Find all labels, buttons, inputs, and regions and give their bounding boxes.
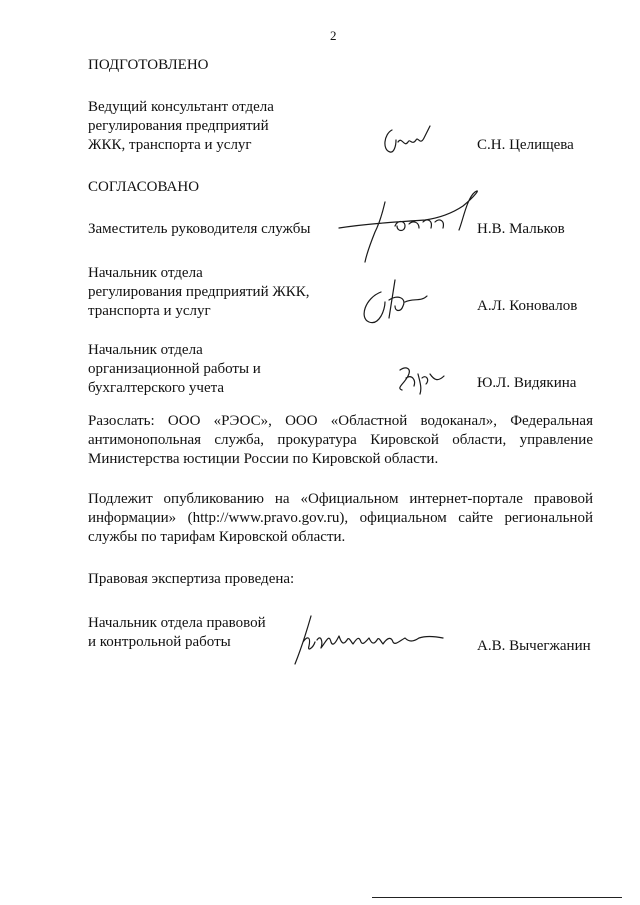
agreed-position-line: Начальник отдела xyxy=(88,265,203,281)
signature-konovalov xyxy=(355,272,435,332)
prepared-position-line: ЖКК, транспорта и услуг xyxy=(88,137,252,153)
footer-divider xyxy=(372,897,622,898)
agreed-heading: СОГЛАСОВАНО xyxy=(88,179,200,195)
agreed-position-line: Начальник отдела xyxy=(88,342,203,358)
agreed-position-line: организационной работы и xyxy=(88,361,261,377)
publication-paragraph xyxy=(88,490,593,547)
legal-review-position-line: и контрольной работы xyxy=(88,634,231,650)
agreed-position-line: Заместитель руководителя службы xyxy=(88,221,311,237)
prepared-position-line: Ведущий консультант отдела xyxy=(88,99,274,115)
publication-line: службы по тарифам Кировской области. xyxy=(88,529,346,545)
agreed-name: Ю.Л. Видякина xyxy=(477,375,577,391)
prepared-heading: ПОДГОТОВЛЕНО xyxy=(88,57,209,73)
agreed-position-line: транспорта и услуг xyxy=(88,303,211,319)
legal-review-text: Правовая экспертиза проведена: xyxy=(88,571,295,587)
agreed-name: Н.В. Мальков xyxy=(477,221,565,237)
publication-line: информации» (http://www.pravo.gov.ru), официальном сайте региональной xyxy=(88,510,593,526)
legal-review-name: А.В. Вычегжанин xyxy=(477,638,591,654)
agreed-name: А.Л. Коновалов xyxy=(477,298,578,314)
signature-vidyakina xyxy=(392,360,452,398)
distribution-line: антимонопольная служба, прокуратура Кировской области, управление xyxy=(88,432,593,448)
signature-vychegzhanin xyxy=(283,612,463,670)
publication-line: Подлежит опубликованию на «Официальном интернет-портале правовой xyxy=(88,491,593,507)
distribution-line: Разослать: ООО «РЭОС», ООО «Областной водоканал», Федеральная xyxy=(88,413,593,429)
page-number: 2 xyxy=(330,28,337,43)
prepared-position-line: регулирования предприятий xyxy=(88,118,269,134)
signature-malkov xyxy=(335,180,485,270)
distribution-paragraph xyxy=(88,412,593,469)
agreed-position-line: регулирования предприятий ЖКК, xyxy=(88,284,310,300)
legal-review-position-line: Начальник отдела правовой xyxy=(88,615,266,631)
prepared-name: С.Н. Целищева xyxy=(477,137,574,153)
distribution-line: Министерства юстиции России по Кировской области. xyxy=(88,451,439,467)
agreed-position-line: бухгалтерского учета xyxy=(88,380,225,396)
signature-tselishcheva xyxy=(378,120,438,160)
